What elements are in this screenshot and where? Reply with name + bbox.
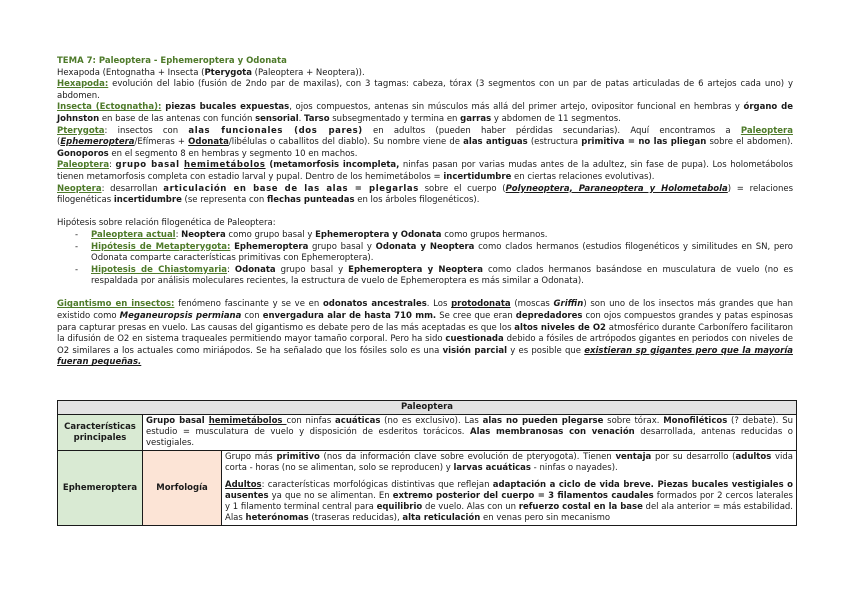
link-paleoptera[interactable]: Paleoptera [740,125,793,136]
paragraph-neoptera: Neoptera: desarrollan articulación en base de las alas = plegarlas sobre el cuerpo (Polyneoptera, Paraneoptera y Holometabola) = relaciones filogenéticas incertidumbre (se representa con flechas punteadas en los árboles filogenéticos). [57,183,794,206]
table-row [58,401,797,415]
list-item: - Paleoptera actual: Neoptera como grupo basal y Ephemeroptera y Odonata como grupos hermanos. [91,230,793,242]
table-header: Paleoptera [58,401,797,415]
term-insecta: Insecta (Ectognatha): [57,102,162,113]
link-hypothesis-chiastomyaria[interactable]: Hipotesis de Chiastomyaria [91,264,228,275]
list-item: - Hipotesis de Chiastomyaria: Odonata grupo basal y Ephemeroptera y Neoptera como clados hermanos basándose en musculatura de vuelo (no es respaldada por análisis moleculares recientes, la estructura de vuelo de Ephemeroptera es más similar a Odonata). [91,265,793,288]
term-pterygota: Pterygota [57,125,105,136]
term-paleoptera: Paleoptera [57,160,110,171]
table-cell-morfologia [222,451,797,526]
table-row [58,415,797,451]
paragraph-paleoptera: Paleoptera: grupo basal hemimetábolos (metamorfosis incompleta, ninfas pasan por varias mudas antes de la adultez, sin fase de pupa). Los holometábolos tienen metamorfosis completa con estadio larval y pupal. Dentro de los hemimetábolos = incertidumbre en ciertas relaciones evolutivas). [57,160,793,182]
link-hypothesis-metapterygota[interactable]: Hipótesis de Metapterygota: [91,241,231,252]
link-hypothesis-actual[interactable]: Paleoptera actual [91,229,176,240]
document-title: TEMA 7: Paleoptera - Ephemeroptera y Odonata [57,56,287,66]
table-cell-caracteristicas: Grupo basal hemimetábolos con ninfas acuáticas (no es exclusivo). Las alas no pueden plegarse sobre tórax. Monofiléticos (? debate). Su estudio = musculatura de vuelo y disposición de esderitos torácicos. Alas membranosas con venación desarrollada, antenas reducidas o vestigiales. [143,415,797,451]
row-label-ephemeroptera: Ephemeroptera [58,451,143,526]
table-row [58,451,797,526]
hexapoda-classification: Hexapoda (Entognatha + Insecta (Pterygota (Paleoptera + Neoptera)). [57,67,365,78]
document-body [57,56,793,369]
row-sublabel-morfologia: Morfología [143,451,222,526]
paragraph-gigantismo: Gigantismo en insectos: fenómeno fascinante y se ve en odonatos ancestrales. Los protodonata (moscas Griffin) son uno de los insectos más grandes que han existido como Meganeuropsis permiana con envergadura alar de hasta 710 mm. Se cree que eran depredadores con ojos compuestos grandes y patas espinosas para capturar presas en vuelo. Las causas del gigantismo es debate pero de las más aceptadas es que los altos niveles de O2 atmosférico durante Carbonífero facilitaron la difusión de O2 en sistema traqueales permitiendo mayor tamaño corporal. Pero ha sido cuestionada debido a fósiles de artrópodos gigantes en periodos con niveles de O2 similares a los actuales como miriápodos. Se ha señalado que los fósiles solo es una visión parcial y es posible que existieran sp gigantes pero que la mayoría fueran pequeñas. [57,299,793,368]
paragraph-insecta: Insecta (Ectognatha): piezas bucales expuestas, ojos compuestos, antenas sin músculos más allá del primer artejo, ovipositor funcional en hembras y órgano de Johnston en base de las antenas con función sensorial. Tarso subsegmentado y termina en garras y abdomen de 11 segmentos. [57,102,793,124]
paleoptera-table [57,400,797,526]
morfologia-paragraph-2: Adultos: características morfológicas distintivas que reflejan adaptación a ciclo de vida breve. Piezas bucales vestigiales o ausentes ya que no se alimentan. En extremo posterior del cuerpo = 3 filamentos caudales formados por 2 cercos laterales y 1 filamento terminal central para equilibrio de vuelo. Alas con un refuerzo costal en la base del ala anterior = más estabilidad. Alas heterónomas (traseras reducidas), alta reticulación en venas pero sin mecanismo [225,480,794,523]
paragraph-hexapoda: Hexapoda: evolución del labio (fusión de 2ndo par de maxilas), con 3 tagmas: cabeza, tórax (3 segmentos con un par de patas articuladas de 6 artejos cada uno) y abdomen. [57,79,793,101]
hypotheses-intro: Hipótesis sobre relación filogenética de Paleoptera: [57,218,276,229]
term-gigantismo: Gigantismo en insectos: [57,299,175,310]
morfologia-paragraph-1: Grupo más primitivo (nos da información clave sobre evolución de pteryogota). Tienen ventaja por su desarrollo (adultos vida corta - horas (no se alimentan, solo se reproducen) y larvas acuáticas - ninfas o nayades). [225,452,793,473]
paragraph-pterygota: Pterygota: insectos con alas funcionales (dos pares) en adultos (pueden haber pérdidas secundarias). Aquí encontramos a Paleoptera (Ephemeroptera/Efímeras + Odonata/libélulas o caballitos del diablo). Su nombre viene de alas antiguas (estructura primitiva = no las pliegan sobre el abdomen). Gonoporos en el segmento 8 en hembras y segmento 10 en machos. [57,125,793,159]
term-hexapoda: Hexapoda: [57,79,109,90]
list-item: - Hipótesis de Metapterygota: Ephemeroptera grupo basal y Odonata y Neoptera como clados hermanos (estudios filogenéticos y similitudes en SN, pero Odonata comparte características primitivas con Ephemeroptera). [91,242,793,265]
term-neoptera: Neoptera [57,183,102,194]
row-label-caracteristicas: Características principales [58,415,143,451]
hypotheses-list [57,230,793,288]
